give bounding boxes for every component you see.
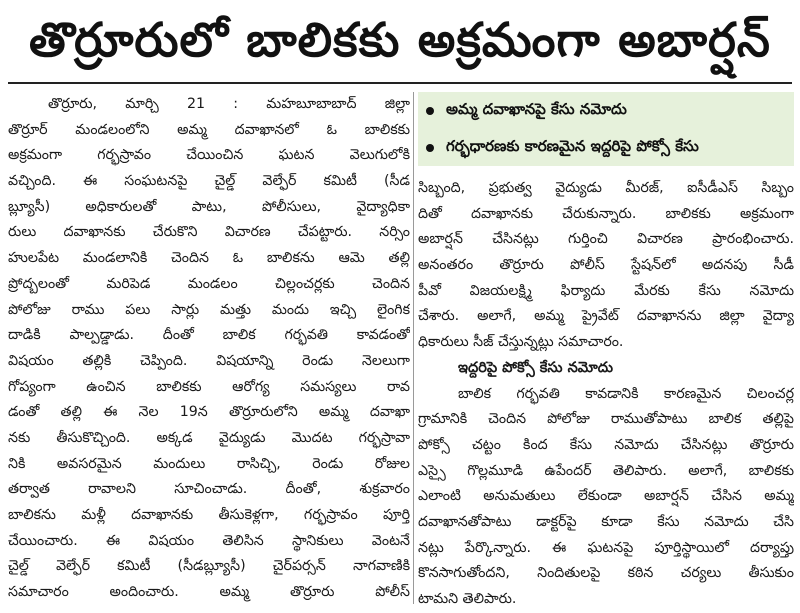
article-line: నకు తీసుకొచ్చింది. అక్కడ వైద్యుడు మొదట గర్భస్రావా <box>8 429 410 446</box>
highlight-item <box>418 129 794 166</box>
article-line: బాలికను మళ్లీ దవాఖానకు తీసుకెళ్లగా, గర్భస్రావం పూర్తి <box>8 507 410 523</box>
article-line: రులు దవాఖానకు చేరుకొని విచారణ చేపట్టారు. నర్సిం <box>8 224 410 241</box>
article-line: అనంతరం తొర్రూరు పోలీస్ స్టేషన్‌లో అదనపు సీడీ <box>418 257 794 274</box>
article-line: సమాచారం అందించారు. అమ్మ తొర్రూరు పోలీస్ <box>8 584 410 601</box>
highlight-text: గర్భధారణకు కారణమైన ఇద్దరిపై పోక్సో కేసు <box>446 136 699 155</box>
article-line: పోలోజు రాము పలు సార్లు మత్తు మందు ఇచ్చి లైంగిక <box>8 301 410 318</box>
article-line: పోక్సో చట్టం కింద కేసు నమోదు చేసినట్లు తొర్రూరు <box>418 436 794 453</box>
article-line: చైల్డ్ వెల్ఫేర్ కమిటీ (సీడబ్ల్యూసీ) చైర్‌పర్సన్ నాగవాణికి <box>8 558 410 575</box>
article-line: దాడికి పాల్పడ్డాడు. దీంతో బాలిక గర్భవతి కావడంతో <box>8 327 410 344</box>
section-subheading: ఇద్దరిపై పోక్సో కేసు నమోదు <box>458 359 614 376</box>
article-line: చేయించారు. ఈ విషయం తెలిసిన స్థానికులు వెంటనే <box>8 532 410 549</box>
right-column <box>418 176 794 613</box>
bullet-icon <box>426 144 434 152</box>
article-line: గోప్యంగా ఉంచిన బాలికకు ఆరోగ్య సమస్యలు రావ <box>8 378 410 395</box>
article-line: తొర్రూర్ మండలంలోని అమ్మ దవాఖానలో ఓ బాలికకు <box>8 121 410 138</box>
highlight-text: అమ్మ దవాఖానపై కేసు నమోదు <box>446 99 627 118</box>
article-line: డంతో తల్లి ఈ నెల 19న తొర్రూరులోని అమ్మ దవాఖా <box>8 404 410 421</box>
article-line: కొనసాగుతోందని, నిందితులపై కఠిన చర్యలు తీసుకుం <box>418 565 794 582</box>
article-line: ప్రోద్బలంతో మరిపెడ మండలం చిల్లంచర్లకు చెందిన <box>8 275 410 292</box>
headline-rule <box>8 82 792 84</box>
article-line: సిబ్బంది, ప్రభుత్వ వైద్యుడు మీరజ్, ఐసీడీఎస్ సిబ్బం <box>418 180 794 196</box>
article-line: పీవో విజయలక్ష్మి ఫిర్యాదు మేరకు కేసు నమోదు <box>418 282 794 299</box>
article-line: బ్ల్యూసీ) అధికారులతో పాటు, పోలీసులు, వైద్యాధికా <box>8 198 410 215</box>
article-line: గ్రామానికి చెందిన పోలోజు రాముతోపాటు బాలిక తల్లిపై <box>418 411 794 428</box>
article-line: నట్లు పేర్కొన్నారు. ఈ ఘటనపై పూర్తిస్థాయిలో దర్యాప్తు <box>418 539 794 556</box>
left-column <box>8 92 410 606</box>
article-line: ఎలాంటి అనుమతులు లేకుండా అబార్షన్ చేసిన అమ్మ <box>418 488 794 505</box>
article-line: ఎస్సై గొల్లమూడి ఉపేందర్ తెలిపారు. అలాగే, బాలికకు <box>418 462 794 479</box>
article-line: తొర్రూరు, మార్చి 21 : మహబూబాబాద్ జిల్లా <box>48 96 410 112</box>
article-line: చేశారు. అలాగే, అమ్మ ప్రైవేట్ దవాఖానను జిల్లా వైద్యా <box>418 308 794 325</box>
article-line: దితో దవాఖానకు చేరుకున్నారు. బాలికకు అక్రమంగా <box>418 205 794 222</box>
article-line: దవాఖానతోపాటు డాక్టర్‌పై కూడా కేసు నమోదు చేసి <box>418 513 794 530</box>
headline: తొర్రూరులో బాలికకు అక్రమంగా అబార్షన్ <box>29 13 771 68</box>
article-line: విషయం తల్లికి చెప్పింది. విషయాన్ని రెండు నెలలుగా <box>8 352 410 369</box>
column-divider <box>413 92 414 604</box>
article-line: అక్రమంగా గర్భస్రావం చేయించిన ఘటన వెలుగులోకి <box>8 147 410 164</box>
highlight-item <box>418 92 794 129</box>
bullet-icon <box>426 107 434 115</box>
article-line: హులపేట మండలానికి చెందిన ఓ బాలికను ఆమె తల్లి <box>8 250 410 267</box>
article-line: బాలిక గర్భవతి కావడానికి కారణమైన చిలంచర్ల <box>458 385 794 402</box>
article-line: అబార్షన్ చేసినట్లు గుర్తించి విచారణ ప్రారంభించారు. <box>418 231 794 248</box>
article-line: తర్వాత రావాలని సూచించాడు. దీంతో, శుక్రవారం <box>8 481 410 498</box>
article-line: నికి అవసరమైన మందులు రాసిచ్చి, రెండు రోజుల <box>8 455 410 472</box>
article-line: ధికారులు సీజ్ చేస్తున్నట్లు సమాచారం. <box>418 334 624 351</box>
article-line: టామని తెలిపారు. <box>418 591 517 607</box>
article-line: వచ్చింది. ఈ సంఘటనపై చైల్డ్ వెల్ఫేర్ కమిటీ (సీడ <box>8 173 410 190</box>
highlights-box <box>418 92 794 166</box>
